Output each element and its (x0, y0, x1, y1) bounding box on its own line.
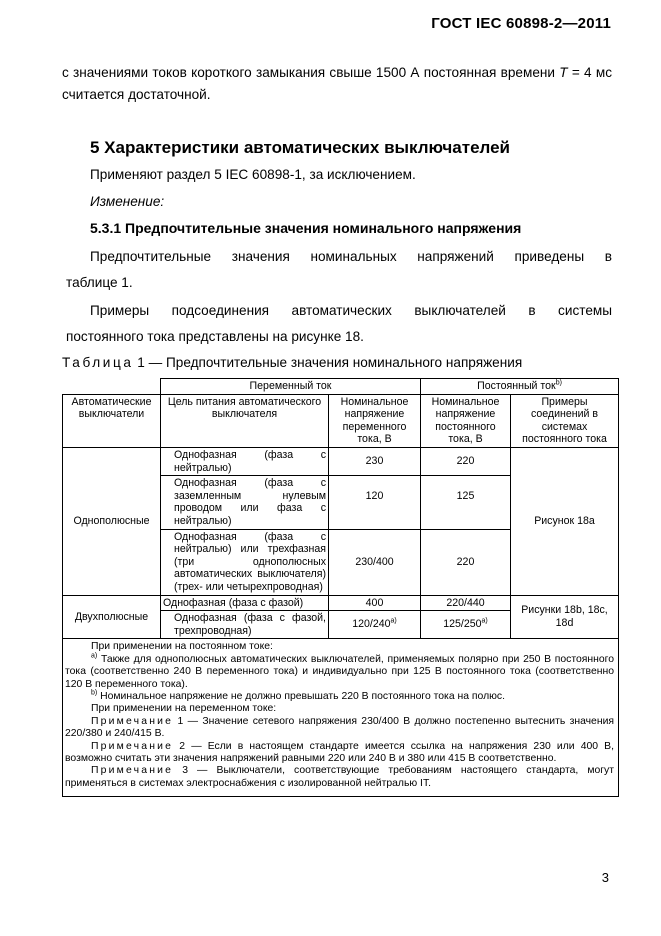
paragraph-voltages: Предпочтительные значения номинальных напряжений приведены в таблице 1. (66, 249, 612, 290)
example-single-cell: Рисунок 18а (511, 447, 619, 595)
ac-voltage-cell: 120/240$^{a)}$ (329, 611, 421, 639)
table-header-row-1 (63, 379, 619, 395)
supply-cell: Однофазная (фаза с нейтралью) (161, 447, 329, 475)
ac-voltage-cell: 230/400 (329, 529, 421, 595)
table-row (63, 447, 619, 475)
supply-cell: Однофазная (фаза с нейтралью) или трехфазная (три однополюсных автоматических выключателя) (трех- или четырехпроводная) (161, 529, 329, 595)
page-number: 3 (601, 870, 609, 885)
section-paragraph-1: Применяют раздел 5 IEC 60898-1, за исключением. (90, 167, 416, 182)
paragraph-examples: Примеры подсоединения автоматических выключателей в системы постоянного тока представлены на рисунке 18. (66, 303, 612, 344)
supply-cell: Однофазная (фаза с фазой, трехпроводная) (161, 611, 329, 639)
note-1: Примечание 1 — Значение сетевого напряжения 230/400 В должно постепенно вытеснить значения 220/380 и 240/415 В. (65, 715, 614, 740)
intro-paragraph (62, 62, 612, 106)
footnote-a: $^{a)}$ Также для однополюсных автоматических выключателей, применяемых полярно при 250 В постоянного тока (соответственно 240 В переменного тока) и индивидуально при 125 В постоянного тока (соответственно 120 В переменного тока). (65, 652, 615, 690)
dc-voltage-cell: 125 (421, 476, 511, 529)
ac-intro: При применении на переменном токе: (91, 703, 277, 715)
dc-voltage-cell: 220 (421, 529, 511, 595)
table-row (63, 595, 619, 611)
dc-voltage-cell: 220/440 (421, 595, 511, 611)
voltage-table (62, 378, 619, 797)
ac-voltage-cell: 230 (329, 447, 421, 475)
header-dc-voltage: Номинальное напряжение постоянного тока, В (421, 394, 511, 447)
header-dc: Постоянный ток$^{b)}$ (421, 379, 619, 395)
double-pole-cell: Двухполюсные (63, 595, 161, 639)
ac-voltage-cell: 400 (329, 595, 421, 611)
header-ac: Переменный ток (161, 379, 421, 395)
footnote-b: $^{b)}$ Номинальное напряжение не должно превышать 220 В постоянного тока на полюс. (91, 689, 506, 702)
ac-voltage-cell: 120 (329, 476, 421, 529)
example-double-cell: Рисунки 18b, 18c, 18d (511, 595, 619, 639)
dc-voltage-cell: 220 (421, 447, 511, 475)
table-header-row-2 (63, 394, 619, 447)
single-pole-cell: Однополюсные (63, 447, 161, 595)
section-title: 5 Характеристики автоматических выключателей (90, 138, 511, 157)
intro-line-1: с значениями токов короткого замыкания свыше 1500 А постоянная времени T = 4 мс (62, 65, 613, 80)
table-caption: Таблица 1 — Предпочтительные значения номинального напряжения (62, 355, 523, 370)
subsection-title: 5.3.1 Предпочтительные значения номинального напряжения (90, 220, 522, 236)
note-2: Примечание 2 — Если в настоящем стандарте имеется ссылка на напряжения 230 или 400 В, возможно считать эти значения напряжений равными 220 или 240 В и 380 или 415 В соответственно. (65, 740, 615, 764)
supply-cell: Однофазная (фаза с фазой) (161, 595, 329, 611)
dc-voltage-cell: 125/250$^{a)}$ (421, 611, 511, 639)
table-notes (63, 639, 619, 797)
note-3: Примечание 3 — Выключатели, соответствующие требованиям настоящего стандарта, могут применяться в системах электроснабжения с изолированной нейтралью IT. (65, 765, 614, 789)
intro-line-2: считается достаточной. (62, 87, 211, 102)
change-label: Изменение: (90, 194, 165, 209)
supply-cell: Однофазная (фаза с заземленным нулевым проводом или фаза с нейтралью) (161, 476, 329, 529)
header-breakers: Автоматические выключатели (63, 394, 161, 447)
table-notes-row (63, 639, 619, 797)
dc-intro: При применении на постоянном токе: (91, 641, 273, 653)
header-examples: Примеры соединений в системах постоянного тока (511, 394, 619, 447)
header-supply: Цель питания автоматического выключателя (161, 394, 329, 447)
header-ac-voltage: Номинальное напряжение переменного тока, В (329, 394, 421, 447)
document-header: ГОСТ IEC 60898-2—2011 (431, 15, 611, 32)
